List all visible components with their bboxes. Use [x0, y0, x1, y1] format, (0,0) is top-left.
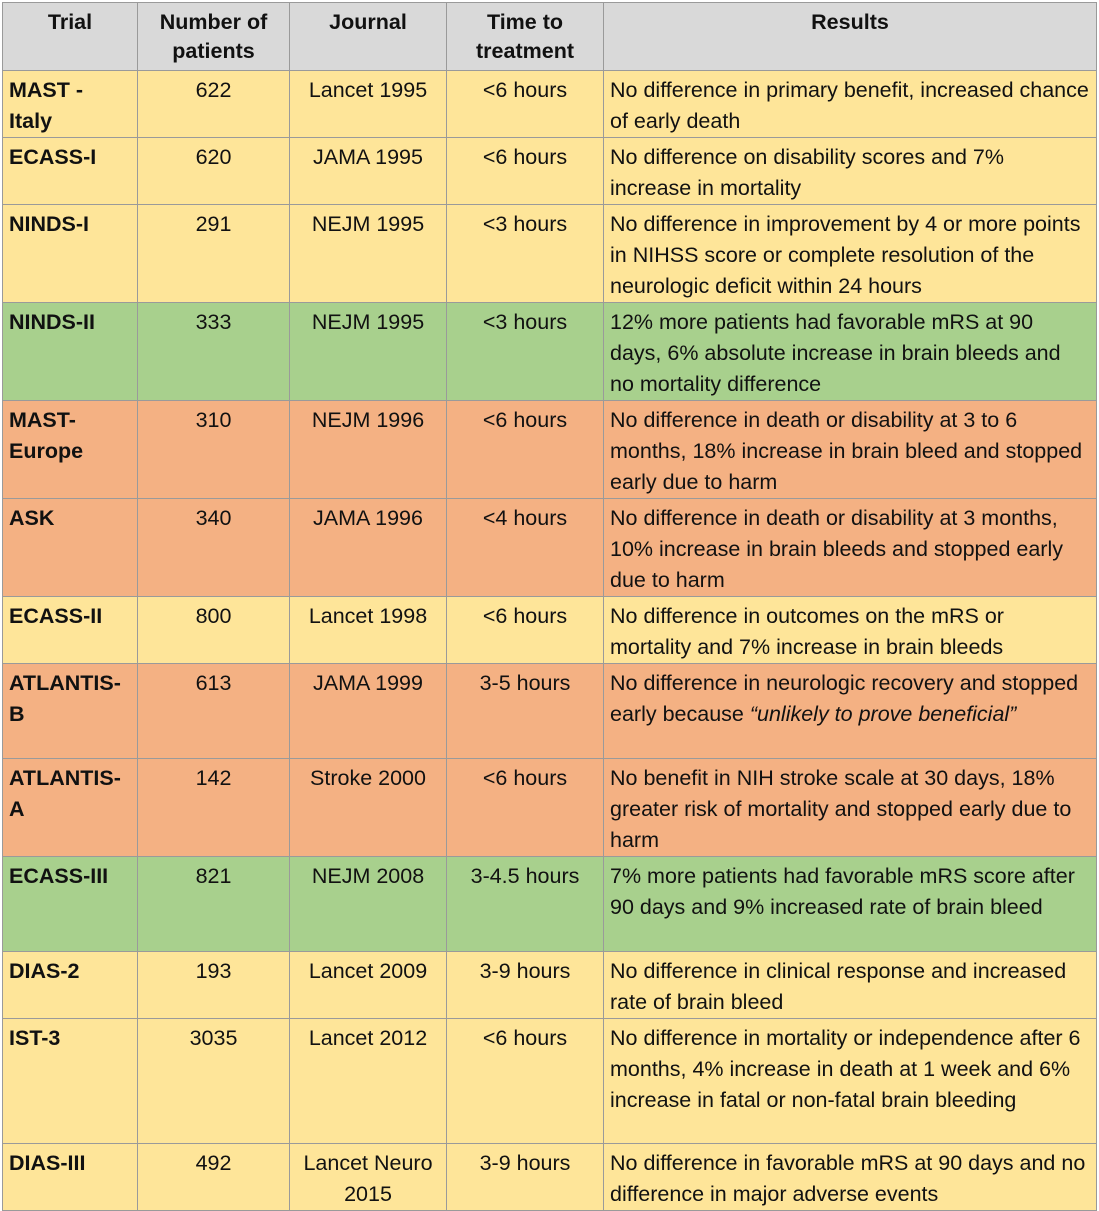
- results-cell: [604, 952, 1097, 1019]
- time-cell: 3-9 hours: [447, 952, 604, 1019]
- journal-cell: Lancet 2012: [290, 1019, 447, 1144]
- trial-cell: ECASS-III: [3, 857, 138, 952]
- patients-cell: 333: [138, 303, 290, 401]
- trial-cell: ATLANTIS-A: [3, 759, 138, 857]
- table-row: [3, 138, 1097, 205]
- header-journal: Journal: [290, 3, 447, 71]
- journal-cell: Lancet 1998: [290, 597, 447, 664]
- table-row: [3, 401, 1097, 499]
- results-text: 12% more patients had favorable mRS at 90 days, 6% absolute increase in brain bleeds and no mortality difference: [610, 310, 1061, 396]
- results-text: No difference in outcomes on the mRS or mortality and 7% increase in brain bleeds: [610, 604, 1004, 659]
- trial-cell: DIAS-2: [3, 952, 138, 1019]
- journal-cell: Lancet 2009: [290, 952, 447, 1019]
- table-row: [3, 71, 1097, 138]
- trial-cell: DIAS-III: [3, 1144, 138, 1211]
- results-text: No difference in favorable mRS at 90 days and no difference in major adverse events: [610, 1151, 1086, 1206]
- time-cell: 3-4.5 hours: [447, 857, 604, 952]
- journal-cell: Lancet 1995: [290, 71, 447, 138]
- results-text: No difference on disability scores and 7% increase in mortality: [610, 145, 1004, 200]
- trial-cell: MAST - Italy: [3, 71, 138, 138]
- trial-cell: NINDS-II: [3, 303, 138, 401]
- patients-cell: 310: [138, 401, 290, 499]
- header-trial: Trial: [3, 3, 138, 71]
- trials-table: [2, 2, 1097, 1211]
- table-row: [3, 759, 1097, 857]
- trial-cell: ECASS-II: [3, 597, 138, 664]
- trial-cell: MAST-Europe: [3, 401, 138, 499]
- journal-cell: Stroke 2000: [290, 759, 447, 857]
- trial-cell: IST-3: [3, 1019, 138, 1144]
- patients-cell: 291: [138, 205, 290, 303]
- time-cell: <4 hours: [447, 499, 604, 597]
- patients-cell: 613: [138, 664, 290, 759]
- time-cell: 3-9 hours: [447, 1144, 604, 1211]
- results-cell: [604, 759, 1097, 857]
- results-text: No difference in death or disability at 3 months, 10% increase in brain bleeds and stopped early due to harm: [610, 506, 1063, 592]
- results-cell: [604, 1019, 1097, 1144]
- journal-cell: JAMA 1996: [290, 499, 447, 597]
- journal-cell: JAMA 1995: [290, 138, 447, 205]
- results-text: No difference in clinical response and increased rate of brain bleed: [610, 959, 1067, 1014]
- results-cell: [604, 401, 1097, 499]
- results-text: No difference in death or disability at 3 to 6 months, 18% increase in brain bleed and stopped early due to harm: [610, 408, 1083, 494]
- results-cell: [604, 205, 1097, 303]
- results-cell: [604, 303, 1097, 401]
- patients-cell: 622: [138, 71, 290, 138]
- patients-cell: 821: [138, 857, 290, 952]
- table-row: [3, 857, 1097, 952]
- journal-cell: NEJM 1995: [290, 205, 447, 303]
- time-cell: <6 hours: [447, 401, 604, 499]
- results-cell: [604, 1144, 1097, 1211]
- results-cell: [604, 664, 1097, 759]
- results-text: 7% more patients had favorable mRS score after 90 days and 9% increased rate of brain bleed: [610, 864, 1075, 919]
- results-cell: [604, 597, 1097, 664]
- table-row: [3, 597, 1097, 664]
- time-cell: <6 hours: [447, 138, 604, 205]
- results-cell: [604, 499, 1097, 597]
- results-text: No benefit in NIH stroke scale at 30 days, 18% greater risk of mortality and stopped early due to harm: [610, 766, 1072, 852]
- header-results: Results: [604, 3, 1097, 71]
- results-text: No difference in improvement by 4 or more points in NIHSS score or complete resolution of the neurologic deficit within 24 hours: [610, 212, 1081, 298]
- time-cell: 3-5 hours: [447, 664, 604, 759]
- trial-cell: ASK: [3, 499, 138, 597]
- patients-cell: 340: [138, 499, 290, 597]
- results-cell: [604, 857, 1097, 952]
- trial-cell: ATLANTIS-B: [3, 664, 138, 759]
- patients-cell: 620: [138, 138, 290, 205]
- table-row: [3, 205, 1097, 303]
- time-cell: <3 hours: [447, 303, 604, 401]
- table-row: [3, 1144, 1097, 1211]
- patients-cell: 800: [138, 597, 290, 664]
- time-cell: <3 hours: [447, 205, 604, 303]
- trial-cell: ECASS-I: [3, 138, 138, 205]
- journal-cell: JAMA 1999: [290, 664, 447, 759]
- results-text: No difference in primary benefit, increased chance of early death: [610, 78, 1089, 133]
- results-cell: [604, 71, 1097, 138]
- time-cell: <6 hours: [447, 1019, 604, 1144]
- time-cell: <6 hours: [447, 597, 604, 664]
- table-row: [3, 952, 1097, 1019]
- results-text: No difference in mortality or independence after 6 months, 4% increase in death at 1 week and 6% increase in fatal or non-fatal brain bleeding: [610, 1026, 1081, 1112]
- time-cell: <6 hours: [447, 71, 604, 138]
- time-cell: <6 hours: [447, 759, 604, 857]
- table-body: [3, 71, 1097, 1211]
- results-quote: “unlikely to prove beneficial”: [749, 702, 1017, 726]
- table-row: [3, 664, 1097, 759]
- results-cell: [604, 138, 1097, 205]
- patients-cell: 492: [138, 1144, 290, 1211]
- table-row: [3, 1019, 1097, 1144]
- results-text: No difference in neurologic recovery and stopped early because: [610, 671, 1079, 726]
- patients-cell: 193: [138, 952, 290, 1019]
- table-row: [3, 499, 1097, 597]
- journal-cell: NEJM 1996: [290, 401, 447, 499]
- table-row: [3, 303, 1097, 401]
- patients-cell: 142: [138, 759, 290, 857]
- header-row: [3, 3, 1097, 71]
- journal-cell: NEJM 2008: [290, 857, 447, 952]
- journal-cell: Lancet Neuro 2015: [290, 1144, 447, 1211]
- patients-cell: 3035: [138, 1019, 290, 1144]
- trial-cell: NINDS-I: [3, 205, 138, 303]
- journal-cell: NEJM 1995: [290, 303, 447, 401]
- header-patients: Number of patients: [138, 3, 290, 71]
- header-time: Time to treatment: [447, 3, 604, 71]
